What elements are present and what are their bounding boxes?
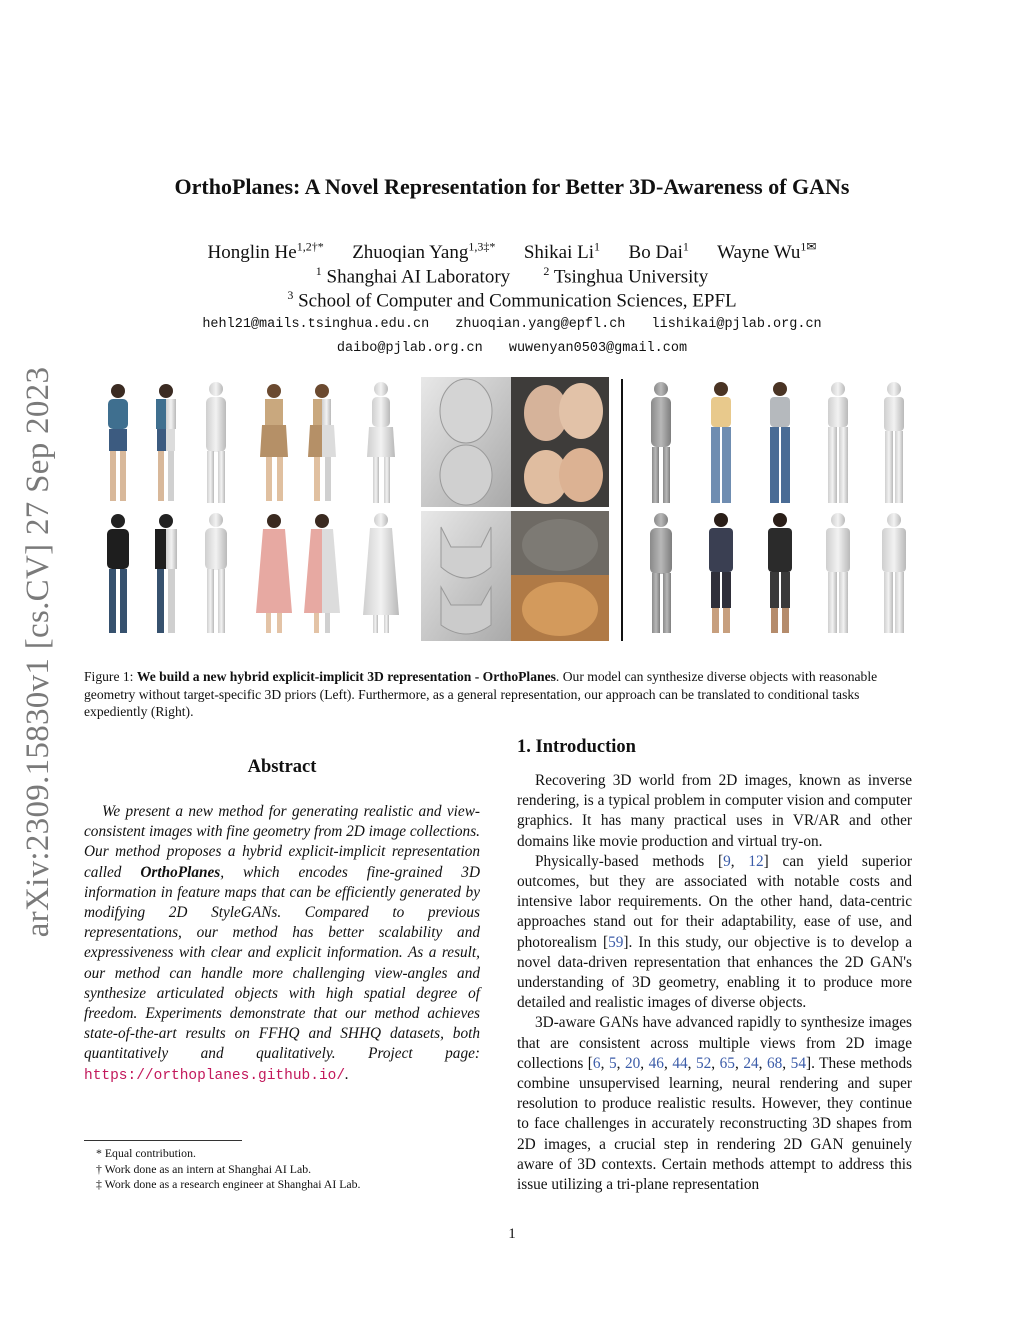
citation-link[interactable]: 59: [608, 933, 624, 951]
citation-link[interactable]: 6: [592, 1054, 601, 1072]
teaser-figure: [96, 377, 926, 643]
intro-paragraph-2: Physically-based methods [9, 12] can yield superior outcomes, but they are associated with notable costs and intensive labor requirements. On the other hand, data-centric approaches stand out for their adaptability, ease of use, and photorealism [59]. In this study, our objective is to develop a novel data-driven representation that enhances the 2D GAN's understanding of 3D geometry, enabling it to produce more detailed and realistic images of diverse objects.: [517, 852, 912, 1012]
email-link[interactable]: wuwenyan0503@gmail.com: [508, 341, 688, 356]
affiliations-line-1: $^1$ Shanghai AI Laboratory $^2$ Tsinghua University: [315, 264, 709, 288]
page-number: 1: [508, 1226, 516, 1242]
human-bottom-3: [256, 514, 292, 633]
mesh-bottom-2: [363, 513, 399, 633]
citation-link[interactable]: 46: [648, 1054, 664, 1072]
face-photo-2: [559, 383, 603, 439]
human-right-top-2: [770, 382, 790, 503]
mesh-right-top-1: [828, 382, 848, 503]
face-mesh-head-2: [440, 445, 492, 505]
affiliations-line-2: $^3$ School of Computer and Communication Sciences, EPFL: [287, 288, 737, 312]
email-line-1: [0, 317, 1024, 332]
footnotes: [84, 1146, 480, 1193]
citation-link[interactable]: 9: [723, 852, 731, 870]
human-bottom-2: [155, 514, 177, 633]
footnote-2: † Work done as an intern at Shanghai AI Lab.: [96, 1161, 312, 1176]
arxiv-stamp: arXiv:2309.15830v1 [cs.CV] 27 Sep 2023: [20, 366, 56, 938]
face-mesh-head-1: [440, 379, 492, 443]
citation-link[interactable]: 12: [748, 852, 764, 870]
abstract-heading: Abstract: [247, 757, 317, 777]
citation-link[interactable]: 24: [743, 1054, 759, 1072]
mesh-bottom-1: [205, 513, 227, 633]
introduction-text: [517, 771, 912, 1195]
author-2: Zhuoqian Yang$^{1,3\ddagger*}$: [352, 240, 496, 264]
citation-link[interactable]: 68: [767, 1054, 783, 1072]
caption-label: Figure 1:: [84, 669, 134, 684]
human-bottom-4: [304, 514, 340, 633]
cat-photo-grey-head: [522, 519, 598, 571]
email-link[interactable]: hehl21@mails.tsinghua.edu.cn: [202, 317, 430, 332]
email-line-2: [0, 341, 1024, 356]
citation-link[interactable]: 20: [624, 1054, 641, 1072]
citation-link[interactable]: 65: [719, 1054, 735, 1072]
human-right-top-1: [711, 382, 731, 503]
grey-body-top: [651, 382, 671, 503]
author-5: Wayne $Wu^{1✉}$: [717, 240, 817, 264]
citation-link[interactable]: 52: [695, 1054, 712, 1072]
footnote-1: * Equal contribution.: [96, 1146, 196, 1160]
author-3: Shikai Li$^1$: [523, 240, 601, 264]
human-top-1: [108, 384, 128, 501]
author-list: [0, 240, 1024, 264]
paper-title: OrthoPlanes: A Novel Representation for Better 3D-Awareness of GANs: [174, 174, 850, 199]
mesh-right-bottom-1: [826, 513, 850, 633]
citation-link[interactable]: 44: [672, 1054, 688, 1072]
author-4: Bo Dai$^1$: [628, 240, 689, 264]
email-link[interactable]: daibo@pjlab.org.cn: [336, 341, 483, 356]
citation-link[interactable]: 54: [790, 1054, 806, 1072]
mesh-right-bottom-2: [882, 513, 906, 633]
face-photo-4: [559, 448, 603, 502]
human-bottom-1: [107, 514, 129, 633]
figure-caption: [84, 668, 920, 721]
human-right-bottom-2: [768, 513, 792, 633]
email-link[interactable]: lishikai@pjlab.org.cn: [651, 317, 822, 332]
grey-body-bottom: [650, 513, 672, 633]
intro-paragraph-3: 3D-aware GANs have advanced rapidly to synthesize images that are consistent across multiple views from 2D image collections [6, 5, 20, 46, 44, 52, 65, 24, 68, 54]. These methods combine unsupervised learning, neural rendering and super resolution to produce realistic results. However, they continue to face challenges in accurately reconstructing 3D shapes from 2D images, a crucial step in rendering 2D GAN genuinely aware of 3D contexts. Certain methods attempt to address this issue utilizing a tri-plane representation: [517, 1014, 913, 1194]
human-right-bottom-1: [709, 513, 733, 633]
method-name: OrthoPlanes: [140, 863, 221, 881]
human-top-3: [260, 384, 288, 501]
footnote-3: ‡ Work done as a research engineer at Shanghai AI Lab.: [96, 1177, 361, 1191]
mesh-right-top-2: [884, 382, 904, 503]
caption-bold: We build a new hybrid explicit-implicit 3D representation - OrthoPlanes: [136, 669, 556, 684]
email-link[interactable]: zhuoqian.yang@epfl.ch: [455, 317, 626, 332]
cat-photo-orange-head: [522, 582, 598, 636]
project-page-link[interactable]: https://orthoplanes.github.io/: [84, 1067, 346, 1084]
mesh-top-1: [206, 382, 226, 503]
author-1: Honglin $He^{1,2\dagger*}$: [207, 240, 324, 264]
mesh-top-2: [367, 382, 395, 503]
abstract-text: We present a new method for generating realistic and view-consistent images with fine geometry from 2D image collections. Our method proposes a hybrid explicit-implicit representation called OrthoPlanes, which encodes fine-grained 3D information in feature maps that can be efficiently generated by modifying 2D StyleGANs. Compared to previous representations, our method has better scalability and expressiveness with clear and explicit information. As a result, our method can handle more challenging view-angles and synthesize articulated objects with high spatial degree of freedom. Experiments demonstrate that our method achieves state-of-the-art results on FFHQ and SHHQ datasets, both quantitatively and qualitatively. Project page: https://orthoplanes.github.io/.: [84, 803, 480, 1084]
citation-link[interactable]: 5: [608, 1054, 617, 1072]
human-top-2: [156, 384, 176, 501]
footnote-divider: [84, 1140, 242, 1141]
introduction-heading: 1. Introduction: [517, 737, 636, 757]
intro-paragraph-1: Recovering 3D world from 2D images, known as inverse rendering, is a typical problem in computer vision and computer graphics. It has many practical uses in VR/AR and other domains like movie production and virtual try-on.: [517, 772, 912, 850]
caption-rest: . Our model can synthesize diverse objects with reasonable geometry without target-specific 3D priors (Left). Furthermore, as a general representation, our approach can be translated to conditional tasks expediently (Right).: [84, 669, 878, 719]
human-top-4: [308, 384, 336, 501]
